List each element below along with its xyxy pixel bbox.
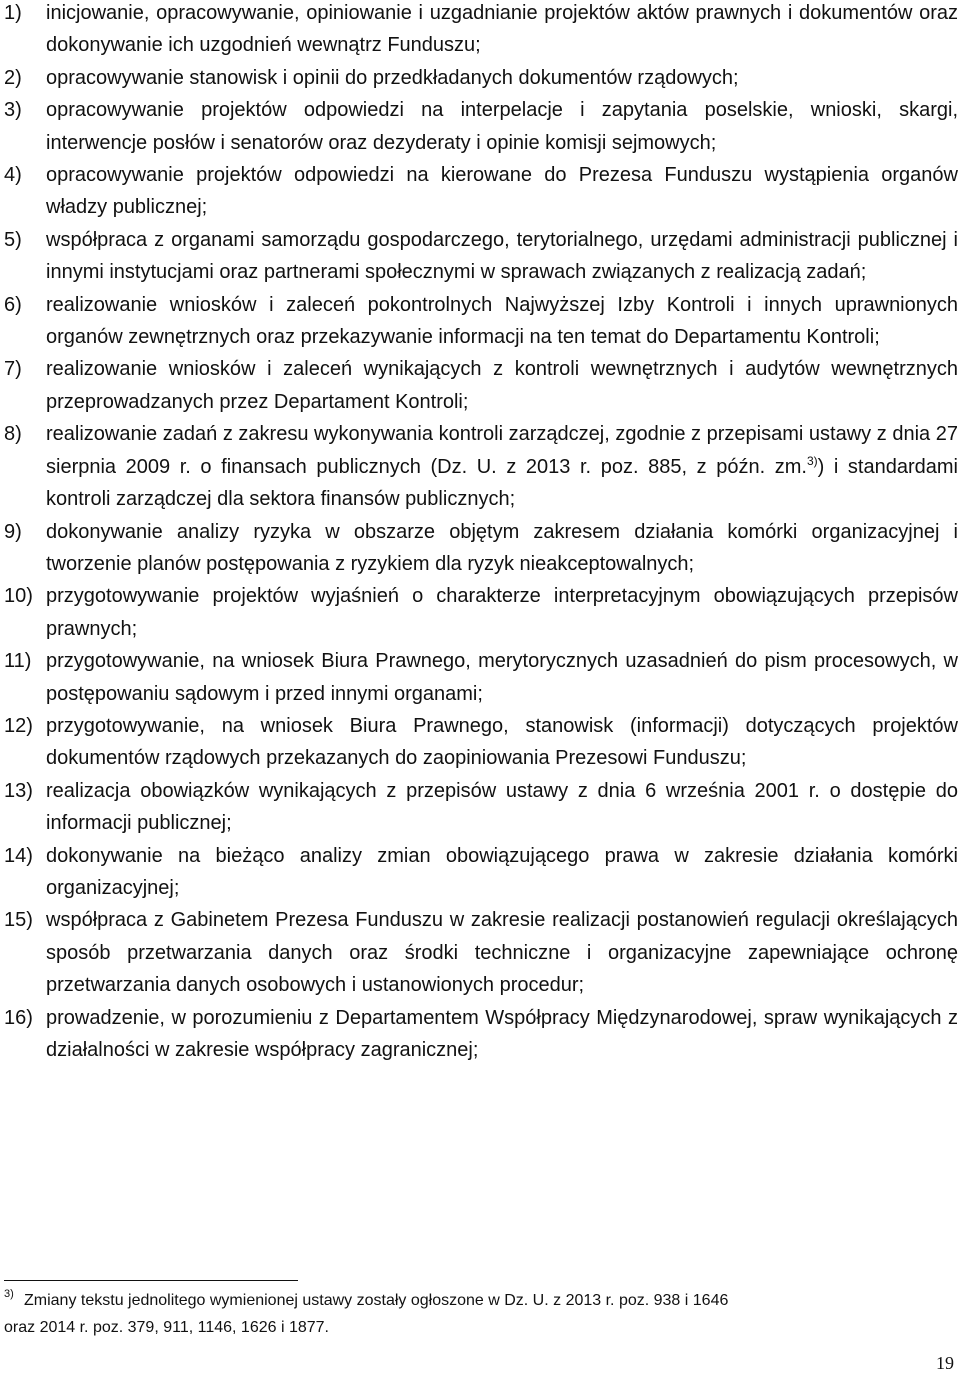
footnote-reference: 3)	[806, 453, 818, 468]
item-text: dokonywanie analizy ryzyka w obszarze objętym zakresem działania komórki organizacyjnej i tworzenie planów postępowania z ryzykiem dla ryzyk nieakceptowalnych;	[46, 520, 958, 575]
list-item	[0, 840, 960, 905]
item-number: 2)	[4, 66, 22, 89]
list-item	[0, 224, 960, 289]
item-text: realizacja obowiązków wynikających z przepisów ustawy z dnia 6 września 2001 r. o dostępie do informacji publicznej;	[46, 779, 958, 835]
item-number: 4)	[4, 164, 22, 187]
list-item	[0, 1002, 960, 1067]
item-number: 15)	[4, 909, 33, 932]
footnote-separator	[4, 1280, 298, 1281]
list-item	[0, 353, 960, 418]
item-text	[46, 418, 960, 515]
item-number: 16)	[4, 1006, 33, 1029]
item-text: przygotowywanie projektów wyjaśnień o charakterze interpretacyjnym obowiązujących przepisów prawnych;	[46, 585, 958, 640]
item-text: współpraca z organami samorządu gospodarczego, terytorialnego, urzędami administracji publicznej i innymi instytucjami oraz partnerami społecznymi w sprawach związanych z realizacją zadań;	[46, 228, 958, 284]
footnote-line-1: Zmiany tekstu jednolitego wymienionej ustawy zostały ogłoszone w Dz. U. z 2013 r. poz. 938 i 1646	[24, 1292, 729, 1309]
item-number: 12)	[4, 714, 33, 737]
item-number: 11)	[4, 650, 32, 673]
item-text: przygotowywanie, na wniosek Biura Prawnego, stanowisk (informacji) dotyczących projektów dokumentów rządowych przekazanych do zaopiniowania Prezesowi Funduszu;	[46, 714, 958, 770]
item-text: inicjowanie, opracowywanie, opiniowanie i uzgadnianie projektów aktów prawnych i dokumentów oraz dokonywanie ich uzgodnień wewnątrz Funduszu;	[46, 2, 958, 57]
list-item	[0, 418, 960, 515]
item-number: 14)	[4, 844, 33, 867]
list-item	[0, 645, 960, 710]
list-item	[0, 289, 960, 354]
item-number: 6)	[4, 293, 22, 316]
page-number: 19	[936, 1353, 954, 1373]
list-item	[0, 710, 960, 775]
item-text: prowadzenie, w porozumieniu z Departamentem Współpracy Międzynarodowej, spraw wynikających z działalności w zakresie współpracy zagranicznej;	[46, 1006, 958, 1061]
item-text: realizowanie wniosków i zaleceń wynikających z kontroli wewnętrznych i audytów wewnętrznych przeprowadzanych przez Departament Kontroli;	[46, 358, 958, 413]
item-number: 10)	[4, 585, 33, 608]
item-text: przygotowywanie, na wniosek Biura Prawnego, merytorycznych uzasadnień do pism procesowych, w postępowaniu sądowym i przed innymi organami;	[46, 650, 958, 705]
list-item	[0, 775, 960, 840]
item-number: 7)	[4, 358, 22, 381]
footnote-line-2: oraz 2014 r. poz. 379, 911, 1146, 1626 i 1877.	[4, 1319, 329, 1336]
item-text: opracowywanie stanowisk i opinii do przedkładanych dokumentów rządowych;	[46, 66, 739, 89]
item-number: 5)	[4, 228, 22, 251]
item-text-part: ) i standardami kontroli zarządczej dla sektora finansów publicznych;	[46, 455, 958, 511]
item-number: 8)	[4, 423, 22, 446]
list-item	[0, 580, 960, 645]
item-number: 3)	[4, 99, 22, 122]
item-number: 1)	[4, 2, 22, 24]
list-item	[0, 94, 960, 159]
list-item	[0, 62, 960, 94]
item-number: 13)	[4, 779, 33, 802]
item-text-part: realizowanie zadań z zakresu wykonywania kontroli zarządczej, zgodnie z przepisami ustawy z dnia 27 sierpnia 2009 r. o finansach publicznych (Dz. U. z 2013 r. poz. 885, z późn. zm.	[46, 423, 958, 478]
item-text: opracowywanie projektów odpowiedzi na kierowane do Prezesa Funduszu wystąpienia organów władzy publicznej;	[46, 164, 958, 219]
item-text: współpraca z Gabinetem Prezesa Funduszu w zakresie realizacji postanowień regulacji określających sposób przetwarzania danych oraz środki techniczne i organizacyjne zapewniające ochronę przetwarzania danych osobowych i ustanowionych procedur;	[46, 909, 958, 997]
list-item	[0, 904, 960, 1001]
item-text: opracowywanie projektów odpowiedzi na interpelacje i zapytania poselskie, wnioski, skargi, interwencje posłów i senatorów oraz dezyderaty i opinie komisji sejmowych;	[46, 99, 958, 154]
list-item	[0, 0, 960, 62]
list-item	[0, 159, 960, 224]
item-text: dokonywanie na bieżąco analizy zmian obowiązującego prawa w zakresie działania komórki organizacyjnej;	[46, 844, 958, 899]
list-item	[0, 516, 960, 581]
footnote: $^{3)}$ Zmiany tekstu jednolitego wymienionej ustawy zostały ogłoszone w Dz. U. z 2013 r. poz. 938 i 1646 oraz 2014 r. poz. 379, 911, 1146, 1626 i 1877.	[4, 1288, 729, 1336]
item-number: 9)	[4, 520, 22, 543]
item-text: realizowanie wniosków i zaleceń pokontrolnych Najwyższej Izby Kontroli i innych uprawnionych organów zewnętrznych oraz przekazywanie informacji na ten temat do Departamentu Kontroli;	[46, 293, 958, 349]
